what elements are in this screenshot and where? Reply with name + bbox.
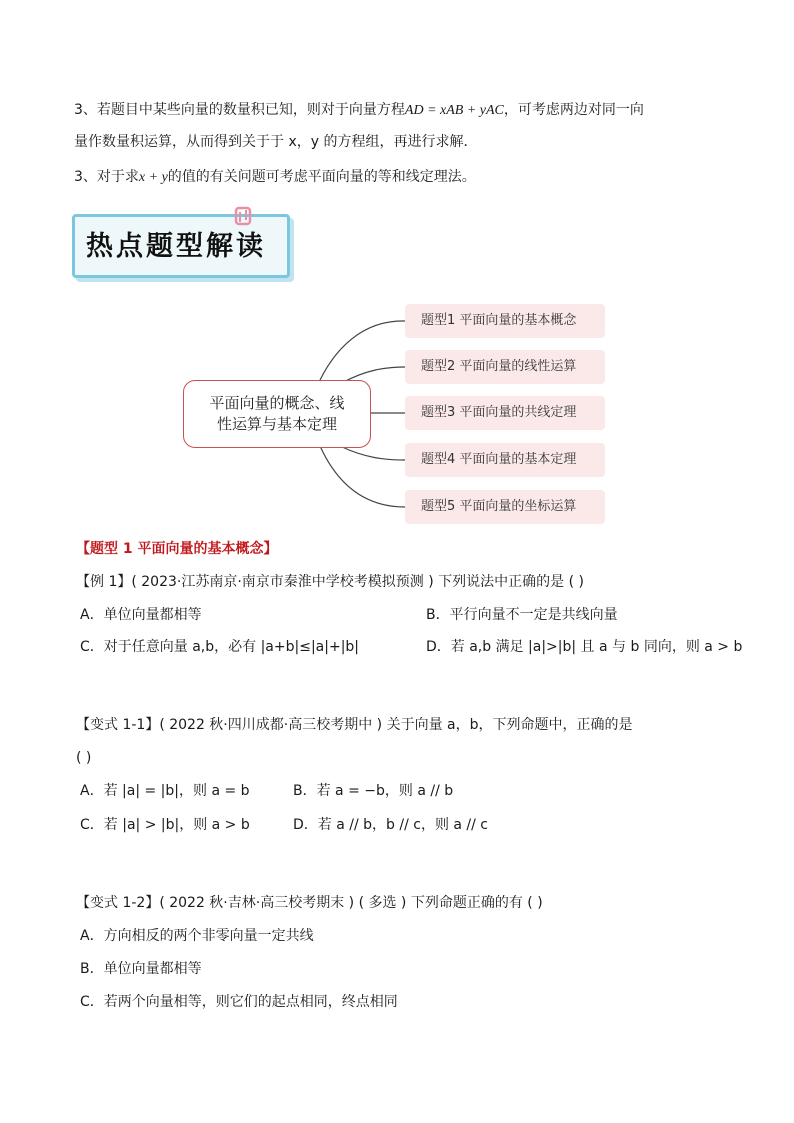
example-1-option-a: A．单位向量都相等 (80, 607, 202, 623)
intro-line-3b: 的值的有关问题可考虑平面向量的等和线定理法。 (167, 169, 476, 185)
vector-equation: AD = xAB + yAC (404, 103, 504, 118)
variant-1-1-stem: 【变式 1-1】( 2022 秋·四川成都·高三校考期中 ) 关于向量 a，b，下列命题中，正确的是 (76, 717, 633, 733)
example-1-option-d: D．若 a,b 满足 |a|>|b| 且 a 与 b 同向，则 a > b (426, 639, 743, 655)
mindmap-center-node (183, 380, 371, 448)
banner-title: 热点题型解读 (86, 231, 266, 262)
branch-topic-3: 题型3 平面向量的共线定理 (405, 396, 605, 430)
example-1-stem: 【例 1】( 2023·江苏南京·南京市秦淮中学校考模拟预测 ) 下列说法中正确的是 ( ) (76, 574, 584, 590)
branch-topic-1: 题型1 平面向量的基本概念 (405, 304, 605, 338)
variant-1-2-option-c: C．若两个向量相等，则它们的起点相同，终点相同 (80, 994, 398, 1010)
variant-1-1-option-a: A．若 |a| = |b|，则 a = b (80, 783, 250, 799)
intro-line-2: 量作数量积运算，从而得到关于于 x，y 的方程组，再进行求解． (74, 134, 478, 150)
variant-1-1-paren: ( ) (76, 750, 92, 766)
variant-1-1-option-c: C．若 |a| > |b|，则 a > b (80, 817, 250, 833)
example-1-option-b: B．平行向量不一定是共线向量 (426, 607, 618, 623)
branch-topic-2: 题型2 平面向量的线性运算 (405, 350, 605, 384)
intro-line-1a: 3、若题目中某些向量的数量积已知，则对于向量方程 (74, 102, 405, 118)
center-line-1: 平面向量的概念、线 (209, 394, 345, 412)
mindmap-connectors (0, 0, 794, 560)
variant-1-2-stem: 【变式 1-2】( 2022 秋·吉林·高三校考期末 ) ( 多选 ) 下列命题正确的有 ( ) (76, 895, 543, 911)
intro-line-3a: 3、对于求 (74, 169, 139, 185)
section-heading: 【题型 1 平面向量的基本概念】 (76, 541, 278, 557)
center-line-2: 性运算与基本定理 (216, 415, 337, 433)
variant-1-1-option-b: B．若 a = −b，则 a // b (293, 783, 454, 799)
branch-topic-5: 题型5 平面向量的坐标运算 (405, 490, 605, 524)
intro-line-1b: ，可考虑两边对同一向 (503, 102, 644, 118)
branch-topic-4: 题型4 平面向量的基本定理 (405, 443, 605, 477)
variant-1-2-option-b: B．单位向量都相等 (80, 961, 202, 977)
variant-1-2-option-a: A．方向相反的两个非零向量一定共线 (80, 928, 314, 944)
variant-1-1-option-d: D．若 a // b，b // c，则 a // c (293, 817, 489, 833)
intro-line-3-math: x + y (138, 170, 168, 185)
example-1-option-c: C．对于任意向量 a,b，必有 |a+b|≤|a|+|b| (80, 639, 360, 655)
